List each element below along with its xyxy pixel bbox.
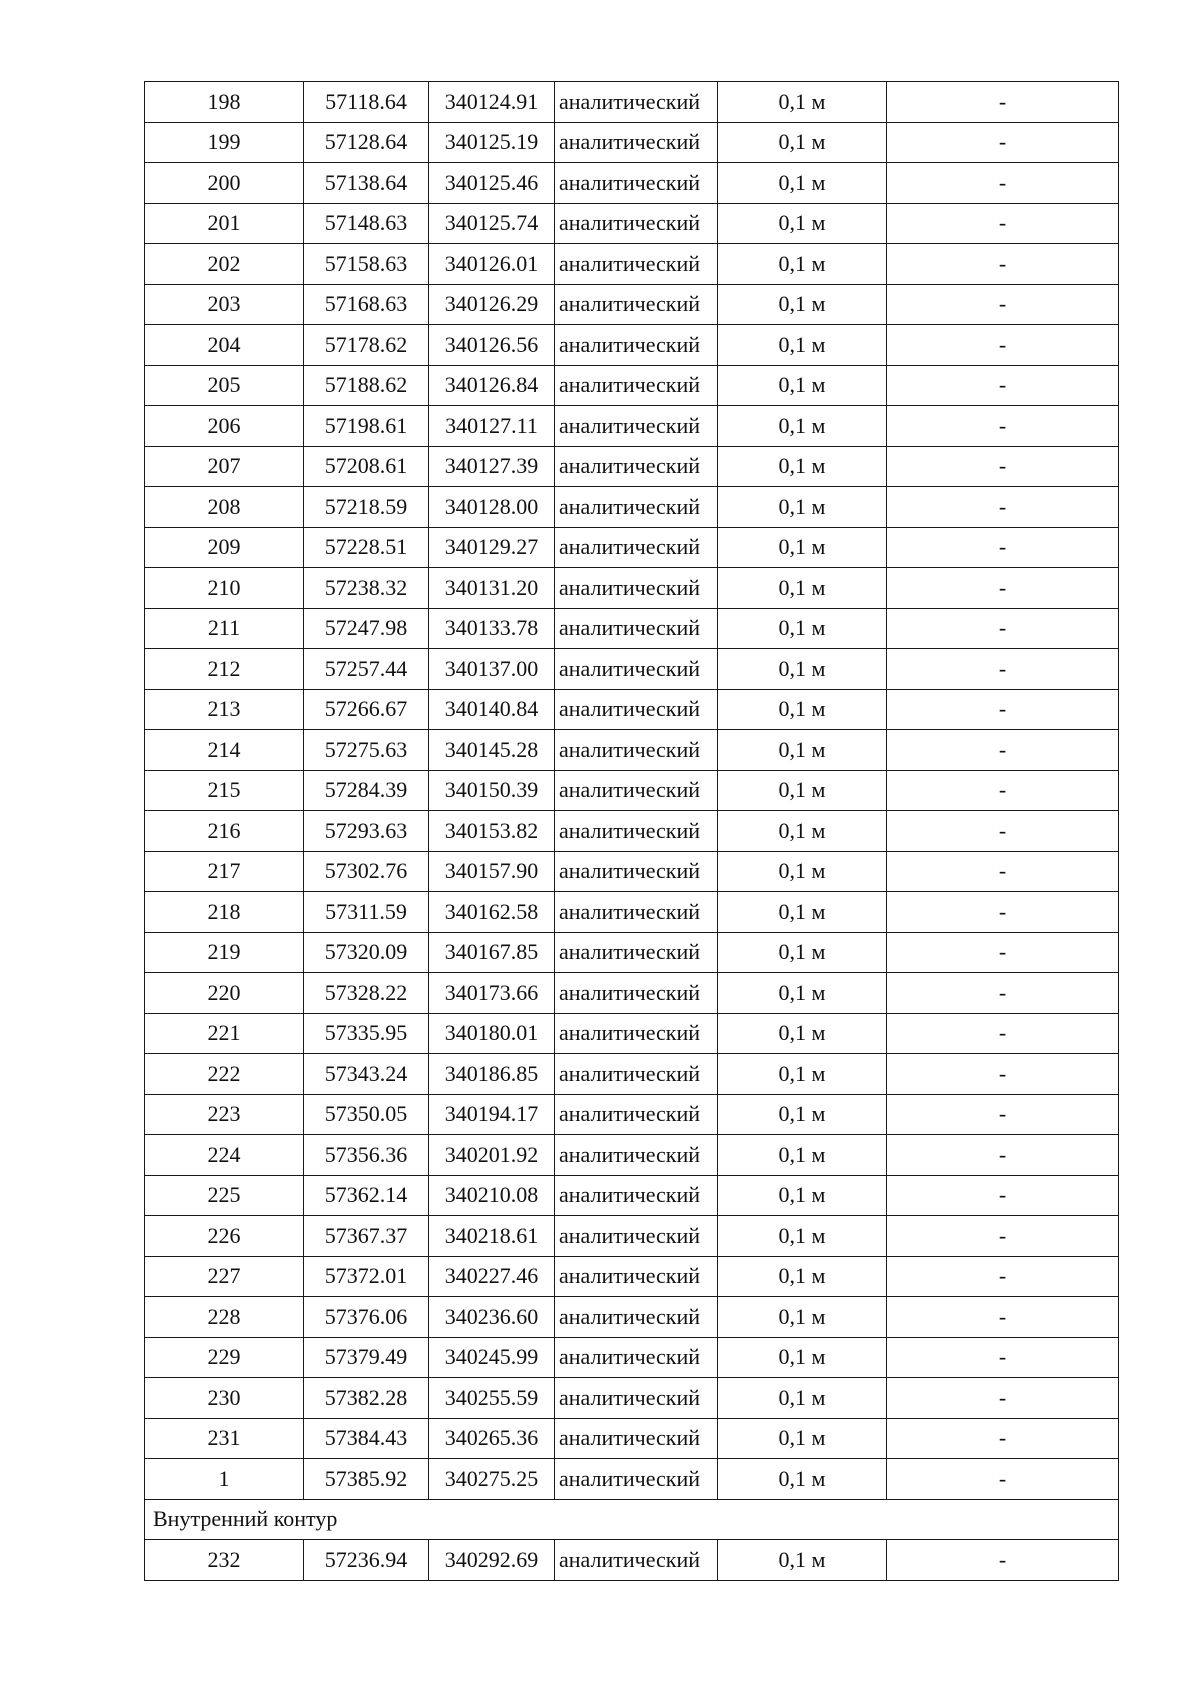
method-cell: аналитический bbox=[555, 1459, 718, 1500]
y-coordinate-cell: 340194.17 bbox=[429, 1094, 555, 1135]
note-cell: - bbox=[887, 851, 1119, 892]
y-coordinate-cell: 340129.27 bbox=[429, 527, 555, 568]
point-number-cell: 225 bbox=[145, 1175, 304, 1216]
note-cell: - bbox=[887, 82, 1119, 123]
accuracy-cell: 0,1 м bbox=[718, 446, 887, 487]
table-row bbox=[145, 608, 1119, 649]
x-coordinate-cell: 57247.98 bbox=[304, 608, 429, 649]
note-cell: - bbox=[887, 932, 1119, 973]
note-cell: - bbox=[887, 1459, 1119, 1500]
point-number-cell: 228 bbox=[145, 1297, 304, 1338]
x-coordinate-cell: 57302.76 bbox=[304, 851, 429, 892]
x-coordinate-cell: 57343.24 bbox=[304, 1054, 429, 1095]
method-cell: аналитический bbox=[555, 770, 718, 811]
y-coordinate-cell: 340292.69 bbox=[429, 1540, 555, 1581]
note-cell: - bbox=[887, 689, 1119, 730]
note-cell: - bbox=[887, 568, 1119, 609]
method-cell: аналитический bbox=[555, 1216, 718, 1257]
section-header-row bbox=[145, 1499, 1119, 1540]
accuracy-cell: 0,1 м bbox=[718, 527, 887, 568]
table-row bbox=[145, 203, 1119, 244]
y-coordinate-cell: 340227.46 bbox=[429, 1256, 555, 1297]
method-cell: аналитический bbox=[555, 244, 718, 285]
table-row bbox=[145, 244, 1119, 285]
x-coordinate-cell: 57284.39 bbox=[304, 770, 429, 811]
accuracy-cell: 0,1 м bbox=[718, 82, 887, 123]
note-cell: - bbox=[887, 406, 1119, 447]
method-cell: аналитический bbox=[555, 406, 718, 447]
point-number-cell: 232 bbox=[145, 1540, 304, 1581]
accuracy-cell: 0,1 м bbox=[718, 1216, 887, 1257]
table-row bbox=[145, 1540, 1119, 1581]
method-cell: аналитический bbox=[555, 163, 718, 204]
table-row bbox=[145, 811, 1119, 852]
accuracy-cell: 0,1 м bbox=[718, 1418, 887, 1459]
method-cell: аналитический bbox=[555, 365, 718, 406]
x-coordinate-cell: 57311.59 bbox=[304, 892, 429, 933]
x-coordinate-cell: 57379.49 bbox=[304, 1337, 429, 1378]
section-label: Внутренний контур bbox=[145, 1499, 1119, 1540]
table-row bbox=[145, 1378, 1119, 1419]
accuracy-cell: 0,1 м bbox=[718, 203, 887, 244]
accuracy-cell: 0,1 м bbox=[718, 770, 887, 811]
x-coordinate-cell: 57350.05 bbox=[304, 1094, 429, 1135]
table-row bbox=[145, 1013, 1119, 1054]
note-cell: - bbox=[887, 608, 1119, 649]
note-cell: - bbox=[887, 892, 1119, 933]
y-coordinate-cell: 340126.84 bbox=[429, 365, 555, 406]
table-row bbox=[145, 527, 1119, 568]
method-cell: аналитический bbox=[555, 973, 718, 1014]
accuracy-cell: 0,1 м bbox=[718, 811, 887, 852]
x-coordinate-cell: 57328.22 bbox=[304, 973, 429, 1014]
point-number-cell: 199 bbox=[145, 122, 304, 163]
x-coordinate-cell: 57168.63 bbox=[304, 284, 429, 325]
y-coordinate-cell: 340127.39 bbox=[429, 446, 555, 487]
table-row bbox=[145, 82, 1119, 123]
y-coordinate-cell: 340127.11 bbox=[429, 406, 555, 447]
x-coordinate-cell: 57275.63 bbox=[304, 730, 429, 771]
note-cell: - bbox=[887, 203, 1119, 244]
point-number-cell: 205 bbox=[145, 365, 304, 406]
table-row bbox=[145, 1418, 1119, 1459]
y-coordinate-cell: 340210.08 bbox=[429, 1175, 555, 1216]
point-number-cell: 223 bbox=[145, 1094, 304, 1135]
accuracy-cell: 0,1 м bbox=[718, 1135, 887, 1176]
x-coordinate-cell: 57218.59 bbox=[304, 487, 429, 528]
method-cell: аналитический bbox=[555, 82, 718, 123]
accuracy-cell: 0,1 м bbox=[718, 892, 887, 933]
accuracy-cell: 0,1 м bbox=[718, 1094, 887, 1135]
x-coordinate-cell: 57228.51 bbox=[304, 527, 429, 568]
point-number-cell: 221 bbox=[145, 1013, 304, 1054]
point-number-cell: 227 bbox=[145, 1256, 304, 1297]
note-cell: - bbox=[887, 244, 1119, 285]
method-cell: аналитический bbox=[555, 649, 718, 690]
accuracy-cell: 0,1 м bbox=[718, 1013, 887, 1054]
note-cell: - bbox=[887, 770, 1119, 811]
point-number-cell: 224 bbox=[145, 1135, 304, 1176]
accuracy-cell: 0,1 м bbox=[718, 1337, 887, 1378]
accuracy-cell: 0,1 м bbox=[718, 851, 887, 892]
point-number-cell: 218 bbox=[145, 892, 304, 933]
y-coordinate-cell: 340157.90 bbox=[429, 851, 555, 892]
point-number-cell: 207 bbox=[145, 446, 304, 487]
y-coordinate-cell: 340140.84 bbox=[429, 689, 555, 730]
accuracy-cell: 0,1 м bbox=[718, 649, 887, 690]
y-coordinate-cell: 340162.58 bbox=[429, 892, 555, 933]
x-coordinate-cell: 57148.63 bbox=[304, 203, 429, 244]
coordinates-table bbox=[144, 81, 1119, 1581]
note-cell: - bbox=[887, 122, 1119, 163]
point-number-cell: 231 bbox=[145, 1418, 304, 1459]
x-coordinate-cell: 57266.67 bbox=[304, 689, 429, 730]
table-row bbox=[145, 1337, 1119, 1378]
x-coordinate-cell: 57198.61 bbox=[304, 406, 429, 447]
note-cell: - bbox=[887, 1337, 1119, 1378]
note-cell: - bbox=[887, 1256, 1119, 1297]
x-coordinate-cell: 57320.09 bbox=[304, 932, 429, 973]
table-row bbox=[145, 770, 1119, 811]
method-cell: аналитический bbox=[555, 932, 718, 973]
y-coordinate-cell: 340124.91 bbox=[429, 82, 555, 123]
accuracy-cell: 0,1 м bbox=[718, 568, 887, 609]
accuracy-cell: 0,1 м bbox=[718, 1297, 887, 1338]
x-coordinate-cell: 57384.43 bbox=[304, 1418, 429, 1459]
table-row bbox=[145, 973, 1119, 1014]
note-cell: - bbox=[887, 1297, 1119, 1338]
point-number-cell: 203 bbox=[145, 284, 304, 325]
accuracy-cell: 0,1 м bbox=[718, 689, 887, 730]
point-number-cell: 213 bbox=[145, 689, 304, 730]
x-coordinate-cell: 57178.62 bbox=[304, 325, 429, 366]
method-cell: аналитический bbox=[555, 1175, 718, 1216]
x-coordinate-cell: 57293.63 bbox=[304, 811, 429, 852]
point-number-cell: 201 bbox=[145, 203, 304, 244]
y-coordinate-cell: 340150.39 bbox=[429, 770, 555, 811]
accuracy-cell: 0,1 м bbox=[718, 284, 887, 325]
y-coordinate-cell: 340218.61 bbox=[429, 1216, 555, 1257]
method-cell: аналитический bbox=[555, 1094, 718, 1135]
y-coordinate-cell: 340153.82 bbox=[429, 811, 555, 852]
method-cell: аналитический bbox=[555, 892, 718, 933]
table-row bbox=[145, 163, 1119, 204]
y-coordinate-cell: 340186.85 bbox=[429, 1054, 555, 1095]
method-cell: аналитический bbox=[555, 1418, 718, 1459]
table-row bbox=[145, 325, 1119, 366]
note-cell: - bbox=[887, 649, 1119, 690]
y-coordinate-cell: 340125.74 bbox=[429, 203, 555, 244]
point-number-cell: 208 bbox=[145, 487, 304, 528]
accuracy-cell: 0,1 м bbox=[718, 325, 887, 366]
method-cell: аналитический bbox=[555, 1337, 718, 1378]
table-row bbox=[145, 1094, 1119, 1135]
method-cell: аналитический bbox=[555, 608, 718, 649]
x-coordinate-cell: 57208.61 bbox=[304, 446, 429, 487]
method-cell: аналитический bbox=[555, 1013, 718, 1054]
note-cell: - bbox=[887, 527, 1119, 568]
point-number-cell: 217 bbox=[145, 851, 304, 892]
method-cell: аналитический bbox=[555, 1540, 718, 1581]
note-cell: - bbox=[887, 730, 1119, 771]
accuracy-cell: 0,1 м bbox=[718, 932, 887, 973]
accuracy-cell: 0,1 м bbox=[718, 1175, 887, 1216]
y-coordinate-cell: 340126.56 bbox=[429, 325, 555, 366]
y-coordinate-cell: 340245.99 bbox=[429, 1337, 555, 1378]
method-cell: аналитический bbox=[555, 203, 718, 244]
accuracy-cell: 0,1 м bbox=[718, 163, 887, 204]
point-number-cell: 206 bbox=[145, 406, 304, 447]
point-number-cell: 219 bbox=[145, 932, 304, 973]
accuracy-cell: 0,1 м bbox=[718, 608, 887, 649]
y-coordinate-cell: 340133.78 bbox=[429, 608, 555, 649]
x-coordinate-cell: 57128.64 bbox=[304, 122, 429, 163]
method-cell: аналитический bbox=[555, 527, 718, 568]
x-coordinate-cell: 57382.28 bbox=[304, 1378, 429, 1419]
table-row bbox=[145, 1216, 1119, 1257]
y-coordinate-cell: 340131.20 bbox=[429, 568, 555, 609]
y-coordinate-cell: 340167.85 bbox=[429, 932, 555, 973]
table-row bbox=[145, 1297, 1119, 1338]
y-coordinate-cell: 340125.46 bbox=[429, 163, 555, 204]
method-cell: аналитический bbox=[555, 1135, 718, 1176]
table-row bbox=[145, 689, 1119, 730]
method-cell: аналитический bbox=[555, 122, 718, 163]
method-cell: аналитический bbox=[555, 487, 718, 528]
note-cell: - bbox=[887, 487, 1119, 528]
point-number-cell: 230 bbox=[145, 1378, 304, 1419]
note-cell: - bbox=[887, 1378, 1119, 1419]
table-row bbox=[145, 932, 1119, 973]
coordinates-table-body bbox=[145, 82, 1119, 1581]
note-cell: - bbox=[887, 365, 1119, 406]
accuracy-cell: 0,1 м bbox=[718, 1378, 887, 1419]
y-coordinate-cell: 340255.59 bbox=[429, 1378, 555, 1419]
note-cell: - bbox=[887, 1094, 1119, 1135]
note-cell: - bbox=[887, 1135, 1119, 1176]
x-coordinate-cell: 57385.92 bbox=[304, 1459, 429, 1500]
y-coordinate-cell: 340173.66 bbox=[429, 973, 555, 1014]
y-coordinate-cell: 340180.01 bbox=[429, 1013, 555, 1054]
method-cell: аналитический bbox=[555, 284, 718, 325]
x-coordinate-cell: 57376.06 bbox=[304, 1297, 429, 1338]
point-number-cell: 212 bbox=[145, 649, 304, 690]
point-number-cell: 216 bbox=[145, 811, 304, 852]
accuracy-cell: 0,1 м bbox=[718, 487, 887, 528]
y-coordinate-cell: 340137.00 bbox=[429, 649, 555, 690]
x-coordinate-cell: 57362.14 bbox=[304, 1175, 429, 1216]
x-coordinate-cell: 57138.64 bbox=[304, 163, 429, 204]
table-row bbox=[145, 1256, 1119, 1297]
table-row bbox=[145, 365, 1119, 406]
x-coordinate-cell: 57372.01 bbox=[304, 1256, 429, 1297]
x-coordinate-cell: 57356.36 bbox=[304, 1135, 429, 1176]
table-row bbox=[145, 487, 1119, 528]
y-coordinate-cell: 340128.00 bbox=[429, 487, 555, 528]
x-coordinate-cell: 57158.63 bbox=[304, 244, 429, 285]
point-number-cell: 226 bbox=[145, 1216, 304, 1257]
y-coordinate-cell: 340201.92 bbox=[429, 1135, 555, 1176]
x-coordinate-cell: 57238.32 bbox=[304, 568, 429, 609]
y-coordinate-cell: 340275.25 bbox=[429, 1459, 555, 1500]
point-number-cell: 1 bbox=[145, 1459, 304, 1500]
accuracy-cell: 0,1 м bbox=[718, 1054, 887, 1095]
table-row bbox=[145, 649, 1119, 690]
table-row bbox=[145, 568, 1119, 609]
table-row bbox=[145, 406, 1119, 447]
x-coordinate-cell: 57118.64 bbox=[304, 82, 429, 123]
point-number-cell: 209 bbox=[145, 527, 304, 568]
point-number-cell: 214 bbox=[145, 730, 304, 771]
accuracy-cell: 0,1 м bbox=[718, 973, 887, 1014]
table-row bbox=[145, 851, 1119, 892]
point-number-cell: 198 bbox=[145, 82, 304, 123]
x-coordinate-cell: 57236.94 bbox=[304, 1540, 429, 1581]
point-number-cell: 210 bbox=[145, 568, 304, 609]
table-row bbox=[145, 1054, 1119, 1095]
table-row bbox=[145, 1135, 1119, 1176]
table-row bbox=[145, 446, 1119, 487]
note-cell: - bbox=[887, 973, 1119, 1014]
method-cell: аналитический bbox=[555, 851, 718, 892]
point-number-cell: 215 bbox=[145, 770, 304, 811]
point-number-cell: 222 bbox=[145, 1054, 304, 1095]
table-row bbox=[145, 284, 1119, 325]
table-row bbox=[145, 892, 1119, 933]
point-number-cell: 220 bbox=[145, 973, 304, 1014]
note-cell: - bbox=[887, 325, 1119, 366]
accuracy-cell: 0,1 м bbox=[718, 365, 887, 406]
method-cell: аналитический bbox=[555, 730, 718, 771]
y-coordinate-cell: 340145.28 bbox=[429, 730, 555, 771]
note-cell: - bbox=[887, 811, 1119, 852]
point-number-cell: 200 bbox=[145, 163, 304, 204]
accuracy-cell: 0,1 м bbox=[718, 1540, 887, 1581]
method-cell: аналитический bbox=[555, 568, 718, 609]
y-coordinate-cell: 340236.60 bbox=[429, 1297, 555, 1338]
y-coordinate-cell: 340125.19 bbox=[429, 122, 555, 163]
y-coordinate-cell: 340126.29 bbox=[429, 284, 555, 325]
point-number-cell: 211 bbox=[145, 608, 304, 649]
accuracy-cell: 0,1 м bbox=[718, 406, 887, 447]
method-cell: аналитический bbox=[555, 811, 718, 852]
method-cell: аналитический bbox=[555, 446, 718, 487]
point-number-cell: 202 bbox=[145, 244, 304, 285]
method-cell: аналитический bbox=[555, 1378, 718, 1419]
accuracy-cell: 0,1 м bbox=[718, 122, 887, 163]
note-cell: - bbox=[887, 284, 1119, 325]
note-cell: - bbox=[887, 1175, 1119, 1216]
table-row bbox=[145, 1175, 1119, 1216]
table-row bbox=[145, 122, 1119, 163]
table-row bbox=[145, 730, 1119, 771]
note-cell: - bbox=[887, 1054, 1119, 1095]
method-cell: аналитический bbox=[555, 689, 718, 730]
y-coordinate-cell: 340265.36 bbox=[429, 1418, 555, 1459]
y-coordinate-cell: 340126.01 bbox=[429, 244, 555, 285]
table-row bbox=[145, 1459, 1119, 1500]
accuracy-cell: 0,1 м bbox=[718, 1459, 887, 1500]
point-number-cell: 229 bbox=[145, 1337, 304, 1378]
note-cell: - bbox=[887, 163, 1119, 204]
method-cell: аналитический bbox=[555, 1297, 718, 1338]
note-cell: - bbox=[887, 1216, 1119, 1257]
method-cell: аналитический bbox=[555, 1256, 718, 1297]
x-coordinate-cell: 57335.95 bbox=[304, 1013, 429, 1054]
accuracy-cell: 0,1 м bbox=[718, 244, 887, 285]
x-coordinate-cell: 57188.62 bbox=[304, 365, 429, 406]
accuracy-cell: 0,1 м bbox=[718, 1256, 887, 1297]
note-cell: - bbox=[887, 1418, 1119, 1459]
point-number-cell: 204 bbox=[145, 325, 304, 366]
accuracy-cell: 0,1 м bbox=[718, 730, 887, 771]
note-cell: - bbox=[887, 1540, 1119, 1581]
method-cell: аналитический bbox=[555, 1054, 718, 1095]
note-cell: - bbox=[887, 446, 1119, 487]
x-coordinate-cell: 57257.44 bbox=[304, 649, 429, 690]
method-cell: аналитический bbox=[555, 325, 718, 366]
x-coordinate-cell: 57367.37 bbox=[304, 1216, 429, 1257]
note-cell: - bbox=[887, 1013, 1119, 1054]
